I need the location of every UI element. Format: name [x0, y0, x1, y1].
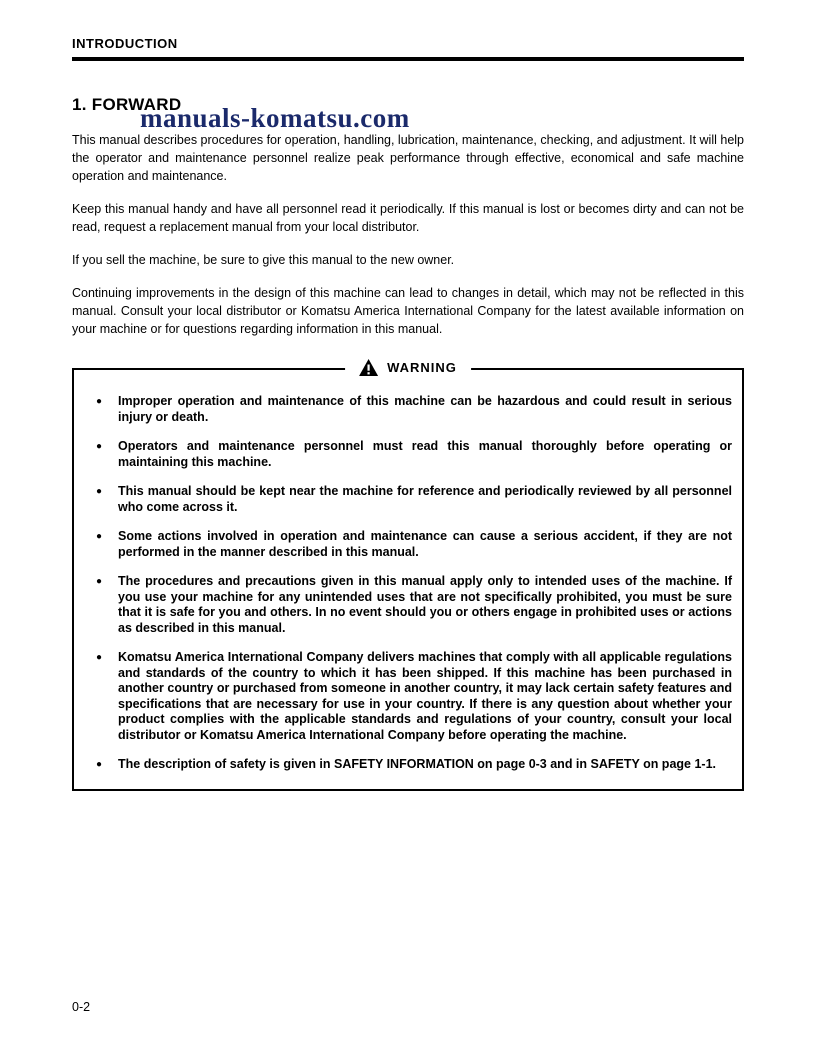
- warning-box: [72, 360, 744, 791]
- header-rule: [72, 57, 744, 61]
- bullet-dot-icon: ●: [96, 576, 103, 587]
- chapter-header: INTRODUCTION: [72, 36, 178, 51]
- warning-triangle-icon: [359, 359, 378, 376]
- warning-bullet-text: Improper operation and maintenance of this machine can be hazardous and could result in serious injury or death.: [118, 394, 732, 424]
- warning-bullet: [86, 394, 732, 425]
- bullet-dot-icon: ●: [96, 531, 103, 542]
- section-title: 1. FORWARD: [72, 95, 182, 114]
- warning-label-text: WARNING: [387, 360, 457, 375]
- warning-bullet: [86, 574, 732, 636]
- page-number: 0-2: [72, 1000, 91, 1014]
- intro-paragraph: Keep this manual handy and have all personnel read it periodically. If this manual is lost or becomes dirty and can not be read, request a replacement manual from your local distributor.: [72, 202, 744, 234]
- bullet-dot-icon: ●: [96, 652, 103, 663]
- bullet-dot-icon: ●: [96, 486, 103, 497]
- intro-paragraph: This manual describes procedures for operation, handling, lubrication, maintenance, checking, and adjustment. It will help the operator and maintenance personnel realize peak performance through effective, economical and safe machine operation and maintenance.: [72, 133, 744, 183]
- warning-bullet-text: Operators and maintenance personnel must read this manual thoroughly before operating or maintaining this machine.: [118, 439, 732, 469]
- warning-bullet: [86, 484, 732, 515]
- warning-bullet-text: The procedures and precautions given in this manual apply only to intended uses of the machine. If you use your machine for any unintended uses that are not specifically prohibited, you must be sure that it is safe for you and others. In no event should you or others engage in prohibited uses or actions as described in this manual.: [118, 574, 732, 635]
- bullet-dot-icon: ●: [96, 396, 103, 407]
- warning-bullet-text: Komatsu America International Company delivers machines that comply with all applicable regulations and standards of the country to which it has been shipped. If this machine has been purchased in another country or purchased from someone in another country, it may lack certain safety features and specifications that are necessary for use in your country. If there is any question about whether your product complies with the applicable standards and regulations of your country, consult your local distributor or Komatsu America International Company before operating the machine.: [118, 650, 732, 742]
- warning-bullet: [86, 529, 732, 560]
- bullet-dot-icon: ●: [96, 759, 103, 770]
- intro-paragraph: If you sell the machine, be sure to give this manual to the new owner.: [72, 253, 455, 267]
- warning-bullet-text: The description of safety is given in SAFETY INFORMATION on page 0-3 and in SAFETY on page 1-1.: [118, 757, 716, 771]
- warning-bullet-text: Some actions involved in operation and maintenance can cause a serious accident, if they are not performed in the manner described in this manual.: [118, 529, 732, 559]
- warning-bullet: [86, 650, 732, 743]
- watermark-text: manuals-komatsu.com: [140, 103, 410, 133]
- warning-bullet-text: This manual should be kept near the machine for reference and periodically reviewed by all personnel who come across it.: [118, 484, 732, 514]
- manual-page: [72, 36, 744, 791]
- section-title-row: [72, 95, 744, 133]
- intro-paragraph: Continuing improvements in the design of this machine can lead to changes in detail, which may not be reflected in this manual. Consult your local distributor or Komatsu America International Company for the latest available information on your machine or for questions regarding information in this manual.: [72, 286, 744, 336]
- warning-bullet: [86, 439, 732, 470]
- bullet-dot-icon: ●: [96, 441, 103, 452]
- warning-label: [345, 359, 471, 376]
- warning-bullet: [86, 757, 732, 773]
